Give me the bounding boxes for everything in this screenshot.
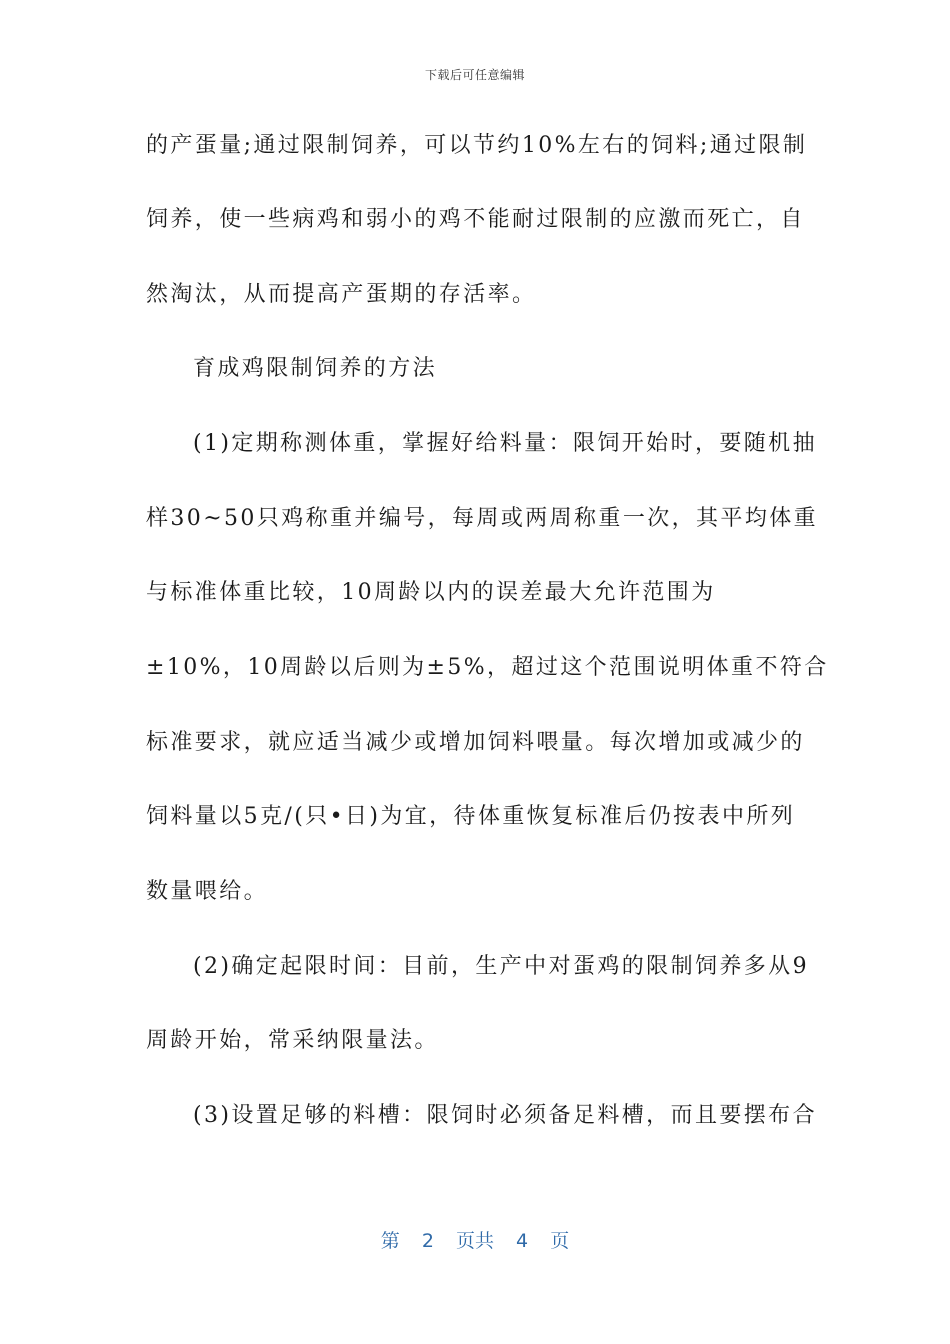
text-line-13: 周龄开始，常采纳限量法。: [146, 1028, 439, 1053]
page-footer: [0, 1226, 950, 1253]
text-line-7: 与标准体重比较，10周龄以内的误差最大允许范围为: [146, 580, 716, 605]
text-line-6: 样30~50只鸡称重并编号，每周或两周称重一次，其平均体重: [146, 506, 819, 531]
text-line-10: 饲料量以5克/(只•日)为宜，待体重恢复标准后仍按表中所列: [146, 804, 796, 829]
text-line-2: 饲养，使一些病鸡和弱小的鸡不能耐过限制的应激而死亡，自: [146, 207, 805, 232]
section-heading: 育成鸡限制饲养的方法: [193, 356, 438, 381]
text-line-3: 然淘汰，从而提高产蛋期的存活率。: [146, 282, 537, 307]
page-suffix: 页: [550, 1230, 570, 1252]
page-total: 4: [516, 1230, 529, 1252]
text-line-8: ±10%，10周龄以后则为±5%，超过这个范围说明体重不符合: [146, 655, 829, 680]
text-line-1: 的产蛋量;通过限制饲养，可以节约10%左右的饲料;通过限制: [146, 133, 808, 158]
page-current: 2: [421, 1230, 434, 1252]
page-prefix: 第: [380, 1230, 400, 1252]
text-line-12: (2)确定起限时间：目前，生产中对蛋鸡的限制饲养多从9: [193, 954, 809, 979]
header-note: 下载后可任意编辑: [424, 68, 525, 82]
page-middle: 页共: [455, 1230, 494, 1252]
text-line-9: 标准要求，就应适当减少或增加饲料喂量。每次增加或减少的: [146, 730, 805, 755]
text-line-14: (3)设置足够的料槽：限饲时必须备足料槽，而且要摆布合: [193, 1103, 817, 1128]
text-line-11: 数量喂给。: [146, 879, 269, 904]
text-line-5: (1)定期称测体重，掌握好给料量：限饲开始时，要随机抽: [193, 431, 817, 456]
